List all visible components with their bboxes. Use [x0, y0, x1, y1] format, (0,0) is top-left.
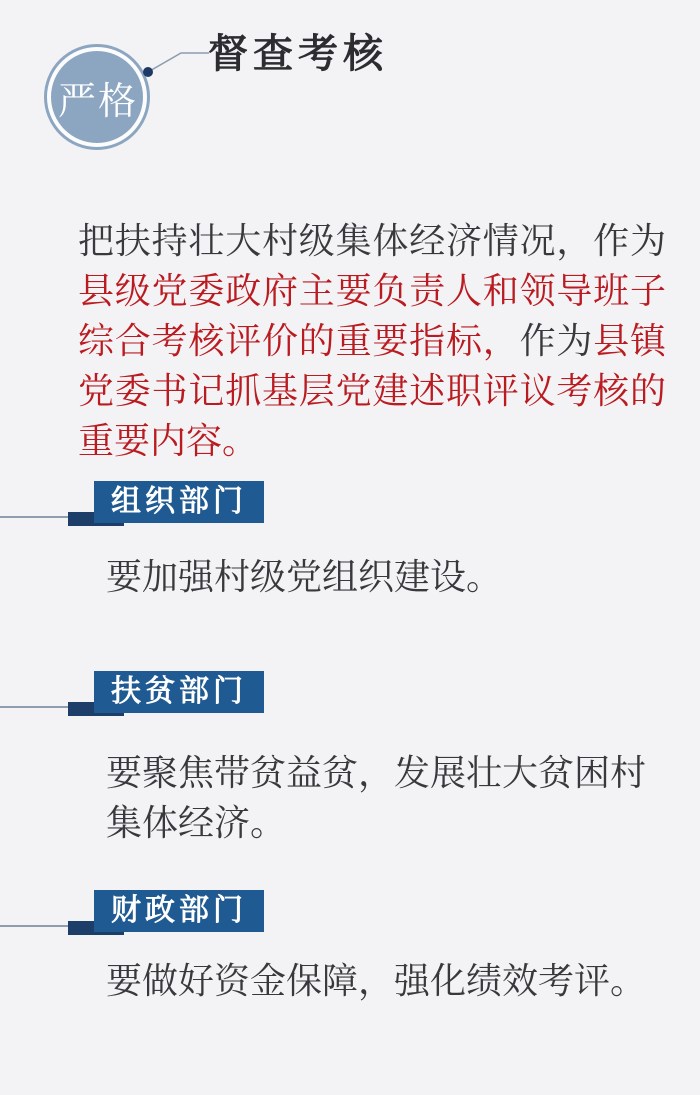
- section-badge-organization: 组织部门: [94, 481, 264, 523]
- section-connector-line: [0, 925, 68, 927]
- intro-segment-normal: 作为: [519, 321, 594, 361]
- section-badge-poverty-alleviation: 扶贫部门: [94, 671, 264, 713]
- strict-circle-badge-label: 严格: [51, 51, 143, 143]
- section-badge-finance: 财政部门: [94, 890, 264, 932]
- connector-dot: [143, 67, 153, 77]
- section-connector-line: [0, 706, 68, 708]
- strict-circle-badge: [44, 44, 150, 150]
- section-connector-line: [0, 516, 68, 518]
- section-body-organization: 要加强村级党组织建设。: [106, 557, 503, 597]
- intro-segment-red: 县级党委政府主要负责人和领导班子综合考核评价的重要指标，: [78, 271, 666, 361]
- page-title: 督查考核: [208, 31, 388, 76]
- intro-segment-red: 县镇党委书记抓基层党建述职评议考核的重要内容。: [78, 321, 666, 461]
- section-body-poverty-alleviation: 要聚焦带贫益贫，发展壮大贫困村集体经济。: [106, 753, 647, 843]
- intro-paragraph: [78, 216, 666, 466]
- intro-segment-normal: 把扶持壮大村级集体经济情况，作为: [78, 221, 666, 261]
- section-body-finance: 要做好资金保障，强化绩效考评。: [106, 961, 647, 1001]
